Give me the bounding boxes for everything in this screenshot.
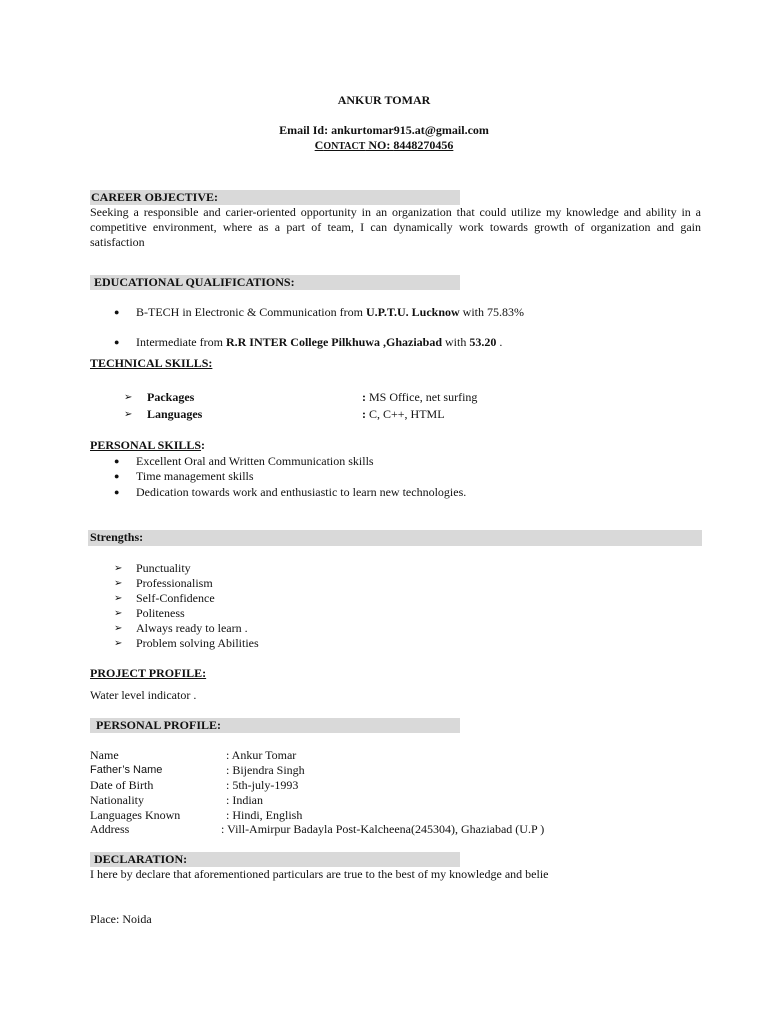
declaration-text: I here by declare that aforementioned particulars are true to the best of my knowledge and belie — [90, 867, 549, 881]
arrow-bullet-icon: ➢ — [114, 623, 123, 634]
strength-item: Always ready to learn . — [136, 621, 248, 635]
profile-value: : Vill-Amirpur Badayla Post-Kalcheena(245304), Ghaziabad (U.P ) — [221, 822, 545, 836]
strength-item: Punctuality — [136, 561, 191, 575]
arrow-bullet-icon: ➢ — [114, 608, 123, 619]
profile-label: Nationality — [90, 793, 144, 807]
personal-profile-heading: PERSONAL PROFILE: — [96, 718, 222, 732]
career-heading: CAREER OBJECTIVE: — [91, 190, 219, 204]
bullet-icon: ● — [114, 487, 120, 497]
profile-value: : Hindi, English — [226, 808, 303, 822]
technical-heading: TECHNICAL SKILLS: — [90, 356, 213, 370]
project-heading: PROJECT PROFILE: — [90, 666, 207, 680]
profile-value: : Bijendra Singh — [226, 763, 305, 777]
education-heading: EDUCATIONAL QUALIFICATIONS: — [94, 275, 295, 289]
profile-value: : 5th-july-1993 — [226, 778, 299, 792]
arrow-bullet-icon: ➢ — [124, 392, 133, 403]
contact-label: CONTACT NO: 8448270456 — [314, 138, 454, 152]
strength-item: Problem solving Abilities — [136, 636, 259, 650]
arrow-bullet-icon: ➢ — [114, 638, 123, 649]
bullet-icon: ● — [114, 471, 120, 481]
arrow-bullet-icon: ➢ — [114, 593, 123, 604]
project-text: Water level indicator . — [90, 688, 197, 702]
profile-label: Father’s Name — [90, 764, 163, 776]
profile-label: Name — [90, 748, 119, 762]
profile-label: Address — [90, 822, 130, 836]
email-address: ankurtomar915.at@gmail.com — [331, 123, 489, 137]
technical-label: Packages — [147, 390, 195, 404]
bullet-icon: ● — [114, 337, 120, 347]
arrow-bullet-icon: ➢ — [114, 563, 123, 574]
place-text: Place: Noida — [90, 912, 152, 926]
career-objective-text: Seeking a responsible and carier-oriented opportunity in an organization that could utilize my knowledge and ability in a competitive environment, where as a part of team, I can dynamically work towards growth of organization and gain satisfaction — [90, 205, 701, 249]
strengths-heading-band — [88, 530, 702, 546]
strengths-heading: Strengths: — [90, 530, 144, 544]
bullet-icon: ● — [114, 307, 120, 317]
profile-value: : Ankur Tomar — [226, 748, 297, 762]
arrow-bullet-icon: ➢ — [124, 409, 133, 420]
education-item: B-TECH in Electronic & Communication from U.P.T.U. Lucknow with 75.83% — [136, 305, 525, 319]
personal-skill-item: Dedication towards work and enthusiastic to learn new technologies. — [136, 485, 467, 499]
personal-skills-heading: PERSONAL SKILLS: — [90, 438, 206, 452]
candidate-name: ANKUR TOMAR — [337, 93, 431, 107]
technical-value: : MS Office, net surfing — [362, 390, 478, 404]
profile-label: Languages Known — [90, 808, 181, 822]
bullet-icon: ● — [114, 456, 120, 466]
contact-line — [0, 138, 768, 154]
technical-value: : C, C++, HTML — [362, 407, 445, 421]
profile-value: : Indian — [226, 793, 263, 807]
education-item: Intermediate from R.R INTER College Pilkhuwa ,Ghaziabad with 53.20 . — [136, 335, 503, 349]
profile-label: Date of Birth — [90, 778, 154, 792]
technical-label: Languages — [147, 407, 203, 421]
email-line — [0, 123, 768, 138]
strength-item: Professionalism — [136, 576, 213, 590]
declaration-heading: DECLARATION: — [94, 852, 188, 866]
arrow-bullet-icon: ➢ — [114, 578, 123, 589]
contact-number: 8448270456 — [393, 138, 454, 152]
email-label: Email Id: — [279, 123, 332, 137]
personal-skill-item: Excellent Oral and Written Communication skills — [136, 454, 374, 468]
personal-skill-item: Time management skills — [136, 469, 254, 483]
strength-item: Self-Confidence — [136, 591, 215, 605]
strength-item: Politeness — [136, 606, 185, 620]
